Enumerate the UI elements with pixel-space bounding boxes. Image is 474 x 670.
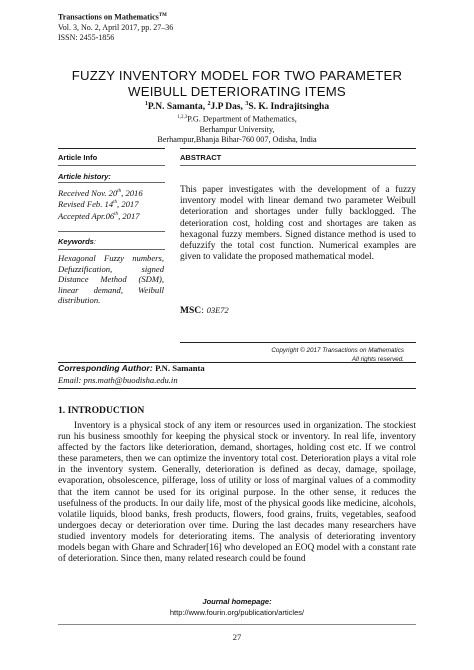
divider: [180, 148, 416, 149]
divider: [58, 231, 165, 232]
divider: [58, 148, 165, 149]
divider: [58, 165, 165, 166]
divider: [58, 388, 416, 389]
article-history: [58, 187, 143, 221]
keywords-text: Hexagonal Fuzzy numbers, Defuzzification, signed Distance Method (SDM), linear demand, Weibull distribution.: [58, 253, 164, 305]
introduction-heading: 1. INTRODUCTION: [58, 405, 145, 416]
accepted-date: Accepted Apr.06th, 2017: [58, 210, 140, 221]
msc-classification: MSC: 03E72: [180, 306, 229, 316]
divider: [58, 182, 165, 183]
divider: [58, 249, 165, 250]
footer-divider: [58, 624, 416, 625]
article-history-heading: Article history:: [58, 172, 111, 181]
introduction-body: Inventory is a physical stock of any item or resources used in organization. The stockiest run his business smoothly for keeping the physical stock or inventory. In real life, inventory affected by the factors like deterioration, demand, shortages, holding cost etc. If we control these parameters, then we can optimize the inventory total cost. Deterioration plays a vital role in the inventory system. Generally, deterioration is defined as decay, damage, spoilage, evaporation, obsolescence, pilferage, loss of utility or loss of marginal values of a commodity that the item cannot be used for its original purpose. In the other sense, it reduces the usefulness of the products. In our daily life, most of the physical goods like medicine, alcohols, volatile liquids, blood banks, fresh products, flowers, food grains, fruits, vegetables, seafood undergoes decay or deterioration over time. During the last decades many researchers have studied inventory models for deteriorating items. The analysis of deteriorating inventory models began with Ghare and Schrader[16] who developed an EOQ model with a constant rate of deterioration. Since then, many related research could be found: [58, 421, 416, 565]
divider: [180, 165, 416, 166]
paper-title-line-1: FUZZY INVENTORY MODEL FOR TWO PARAMETER: [71, 68, 403, 83]
received-date: Received Nov. 20th, 2016: [58, 187, 143, 198]
abstract-heading: ABSTRACT: [180, 153, 222, 162]
journal-header: [58, 11, 173, 43]
journal-issue: Vol. 3, No. 2, April 2017, pp. 27–36: [58, 22, 174, 32]
journal-issn: ISSN: 2455-1856: [58, 32, 115, 42]
paper-title: [40, 68, 434, 100]
revised-date: Revised Feb. 14th, 2017: [58, 199, 139, 210]
affiliation: $^{1,2,3}$P.G. Department of Mathematics, Berhampur University, Berhampur,Bhanja Bihar-760 007, Odisha, India: [157, 114, 317, 144]
paper-title-line-2: WEIBULL DETERIORATING ITEMS: [128, 84, 346, 99]
divider: [180, 342, 416, 343]
article-info-heading: Article Info: [58, 153, 98, 162]
page-number: 27: [232, 632, 242, 642]
keywords-heading: Keywords:: [58, 237, 96, 246]
copyright-notice: Copyright © 2017 Transactions on Mathematics All rights reserved.: [271, 347, 404, 363]
journal-homepage-label: Journal homepage:: [202, 597, 272, 606]
journal-homepage-link[interactable]: http://www.fourin.org/publication/articles/: [169, 608, 305, 617]
abstract-text: This paper investigates with the development of a fuzzy inventory model with linear demand two parameter Weibull deterioration and shortages under fully backlogged. The deterioration cost, holding cost and shortages are taken as hexagonal fuzzy members. Signed distance method is used to defuzzify the total cost function. Numerical examples are given to validate the proposed mathematical model.: [180, 185, 416, 263]
authors: $^1$P.N. Samanta, $^2$J.P Das, $^3$S. K. Indrajitsingha: [144, 101, 330, 113]
journal-name: Transactions on Mathematics™: [58, 12, 167, 22]
corresponding-author: Corresponding Author: P.N. Samanta: [58, 363, 205, 373]
author-email[interactable]: Email: pns.math@buodisha.edu.in: [58, 375, 178, 385]
